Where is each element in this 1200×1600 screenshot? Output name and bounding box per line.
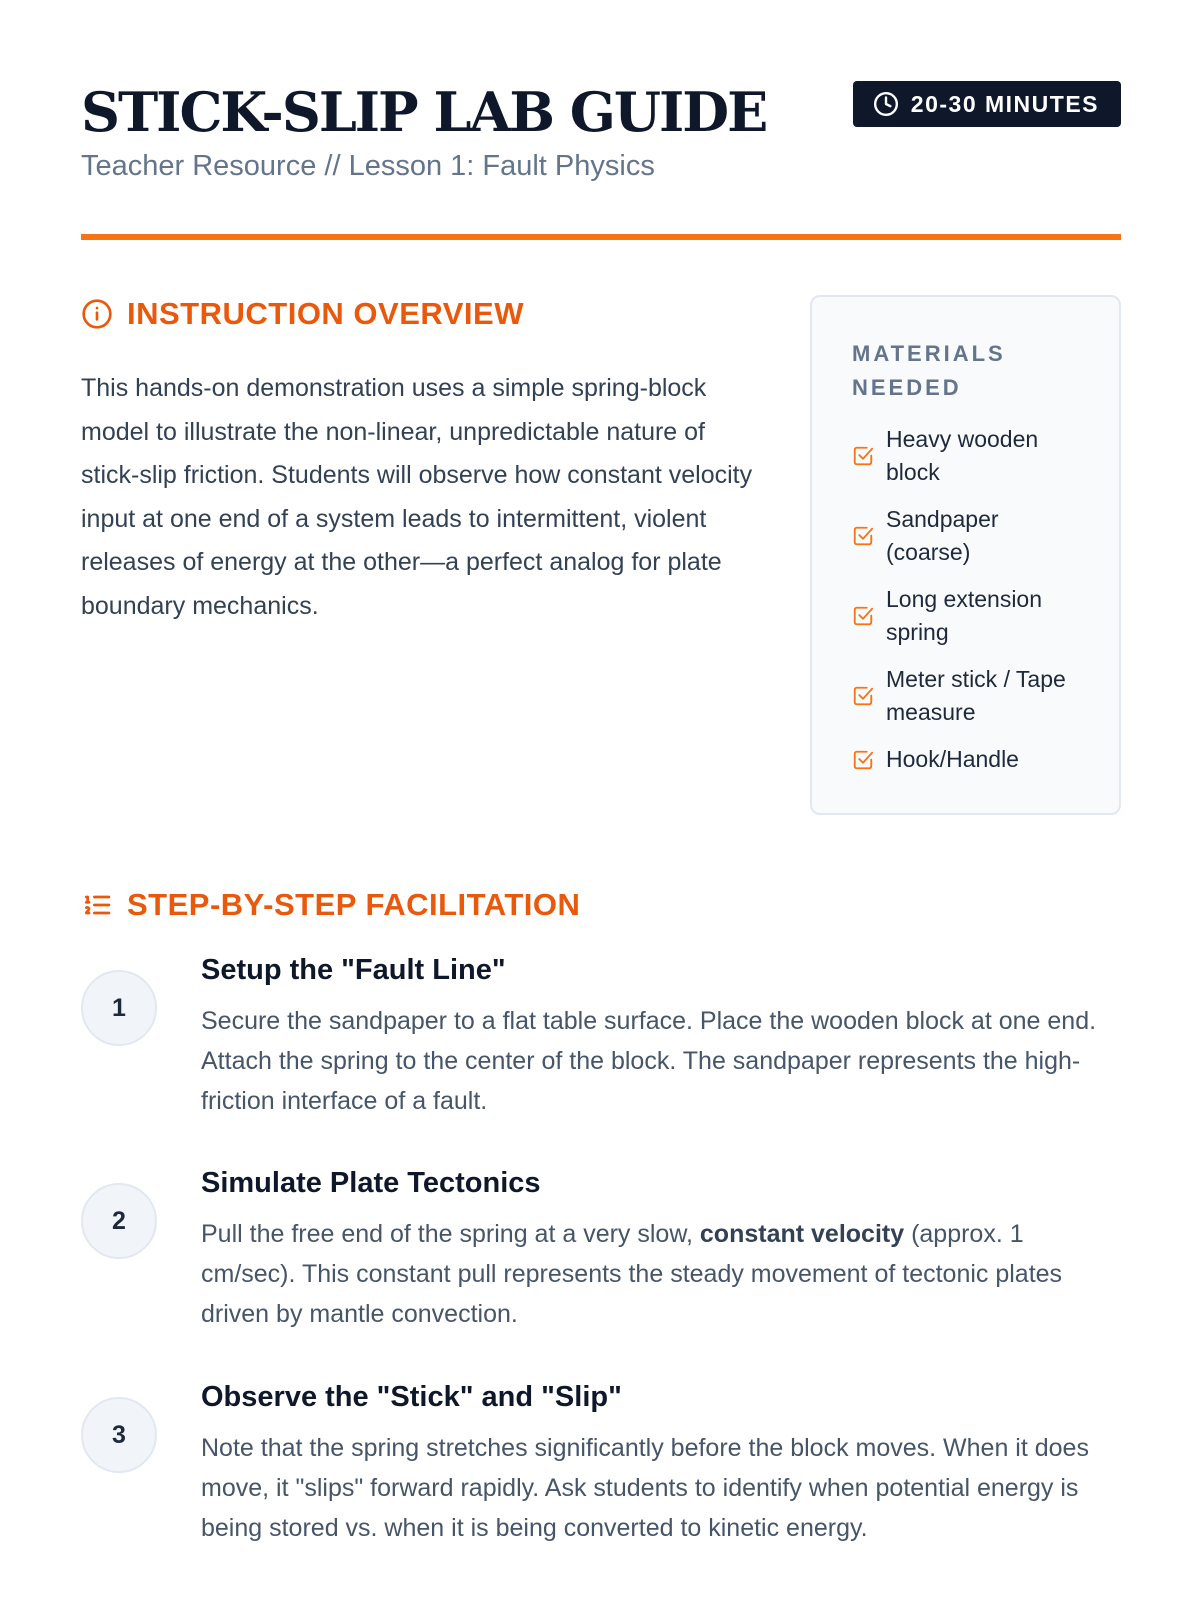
step-text-part: Pull the free end of the spring at a very slow, <box>201 1220 700 1248</box>
step-text <box>201 1214 1116 1334</box>
checkbox-icon <box>852 749 874 771</box>
step-number: 2 <box>81 1183 157 1259</box>
step-text: Note that the spring stretches significantly before the block moves. When it does move, it "slips" forward rapidly. Ask students to identify when potential energy is being stored vs. when it is being converted to kinetic energy. <box>201 1434 1089 1542</box>
materials-card <box>810 295 1121 815</box>
duration-label: 20-30 MINUTES <box>910 90 1099 117</box>
info-icon <box>81 298 113 330</box>
step-title: Setup the "Fault Line" <box>201 954 506 986</box>
material-label: Meter stick / Tape measure <box>886 666 1066 725</box>
material-label: Hook/Handle <box>886 746 1019 772</box>
page-subtitle: Teacher Resource // Lesson 1: Fault Physics <box>81 150 655 182</box>
overview-heading-label: INSTRUCTION OVERVIEW <box>127 296 524 331</box>
material-label: Heavy wooden block <box>886 426 1039 485</box>
list-item <box>852 503 1089 569</box>
material-label: Sandpaper (coarse) <box>886 506 999 565</box>
checkbox-icon <box>852 525 874 547</box>
facilitation-heading <box>81 887 580 923</box>
step-text: Secure the sandpaper to a flat table surface. Place the wooden block at one end. Attach the spring to the center of the block. The sandpaper represents the high-friction interface of a fault. <box>201 1007 1097 1115</box>
list-item <box>852 583 1089 649</box>
checkbox-icon <box>852 445 874 467</box>
checkbox-icon <box>852 685 874 707</box>
overview-heading <box>81 296 524 332</box>
material-label: Long extension spring <box>886 586 1043 645</box>
step-body <box>201 1381 1116 1553</box>
materials-title: MATERIALS NEEDED <box>852 341 1006 400</box>
overview-text: This hands-on demonstration uses a simple spring-block model to illustrate the non-linear, unpredictable nature of stick-slip friction. Students will observe how constant velocity input at one end of a system leads to intermittent, violent releases of energy at the other—a perfect analog for plate boundary mechanics. <box>81 374 753 620</box>
step-text-emphasis: constant velocity <box>699 1220 905 1248</box>
step-number: 3 <box>81 1397 157 1473</box>
step-body <box>201 954 1116 1126</box>
facilitation-heading-label: STEP-BY-STEP FACILITATION <box>127 887 581 922</box>
step-title: Observe the "Stick" and "Slip" <box>201 1381 622 1413</box>
step-text-part: (approx. 1 cm/sec). This constant pull represents the steady movement of tectonic plates driven by mantle convection. <box>201 1220 1063 1328</box>
list-item <box>852 663 1089 729</box>
header-divider <box>81 234 1121 240</box>
list-item <box>852 423 1089 489</box>
page-title: STICK-SLIP LAB GUIDE <box>81 80 767 144</box>
step-title: Simulate Plate Tectonics <box>201 1167 541 1199</box>
step-body <box>201 1167 1116 1339</box>
clock-icon <box>873 91 899 117</box>
duration-badge <box>853 81 1121 127</box>
list-item <box>852 743 1089 776</box>
ordered-list-icon <box>81 889 113 921</box>
step-number: 1 <box>81 970 157 1046</box>
materials-list <box>852 423 1089 776</box>
checkbox-icon <box>852 605 874 627</box>
